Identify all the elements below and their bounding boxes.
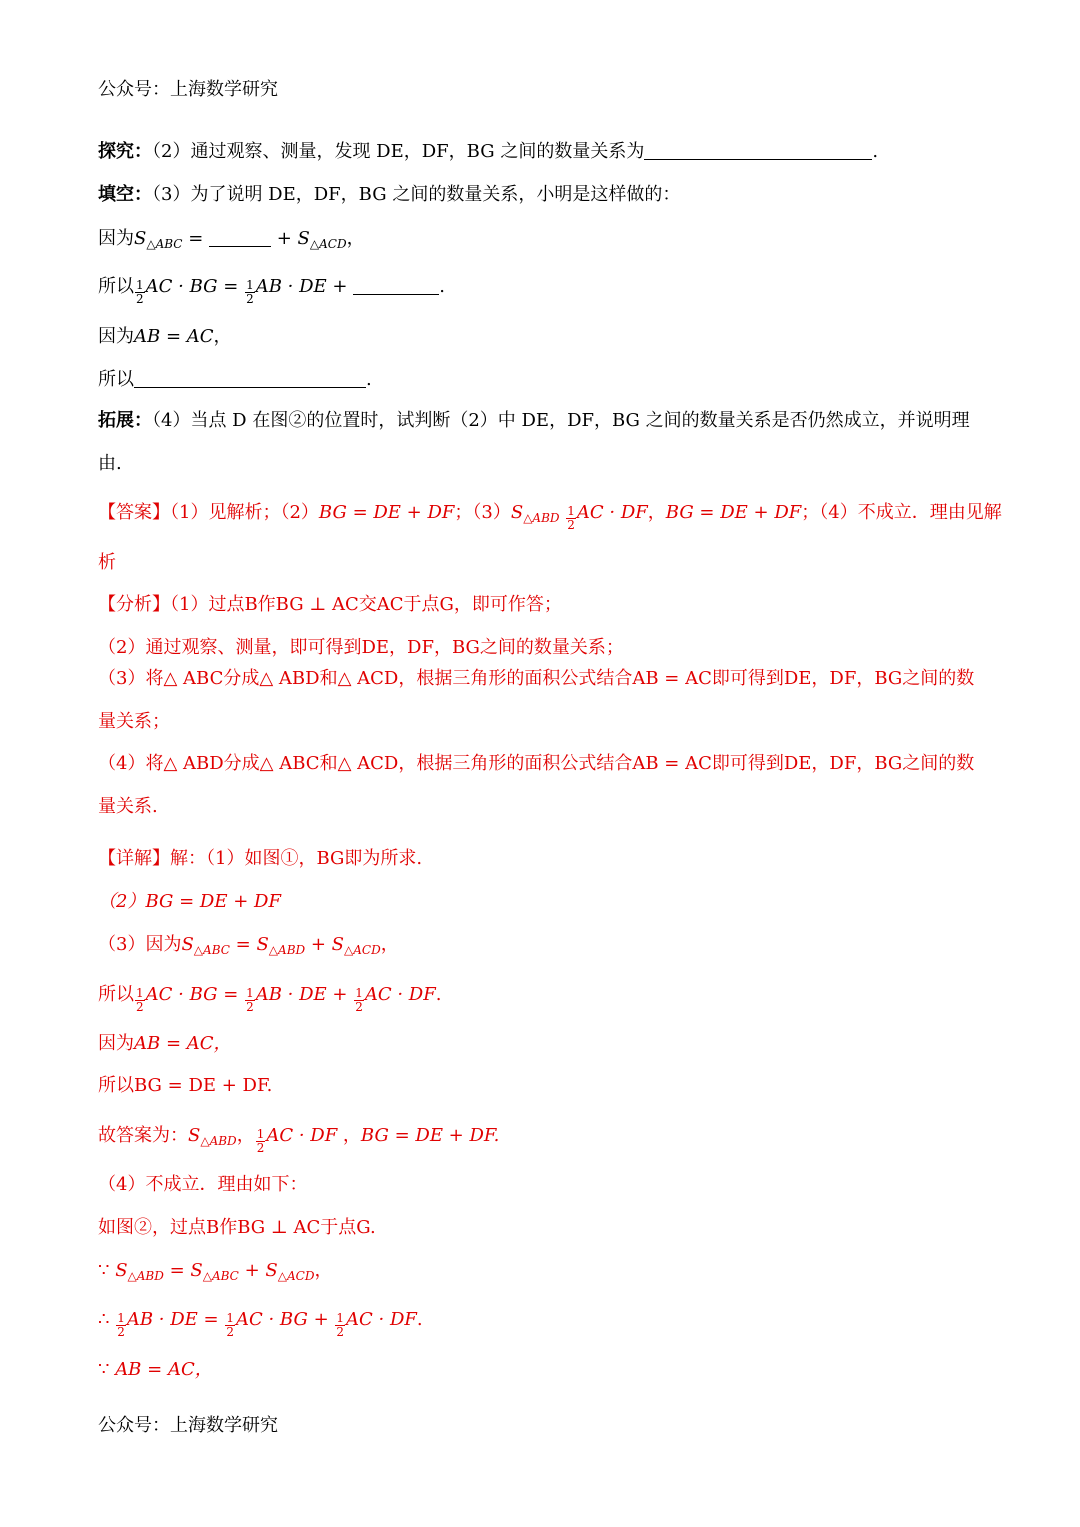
area-subscript: △ABD [200, 1134, 237, 1148]
answer-prefix: 故答案为： [98, 1125, 188, 1146]
page-footer: 公众号：上海数学研究 [98, 1415, 278, 1436]
frac-num: 1 [117, 1311, 125, 1325]
area-symbol: S [297, 228, 310, 249]
frac-den: 2 [567, 518, 575, 532]
fill-text: （3）为了说明 DE，DF，BG 之间的数量关系，小明是这样做的： [152, 184, 681, 205]
equals: = [163, 1260, 191, 1281]
product-ac-bg: AC · BG [235, 1309, 308, 1330]
comma: ， [380, 934, 399, 955]
product-ab-de: AB · DE [255, 984, 327, 1005]
frac-den: 2 [117, 1325, 125, 1339]
detail-line-2: （2）BG = DE + DF [98, 891, 281, 912]
area-subscript: △ACD [277, 1269, 315, 1283]
equals: = [182, 228, 209, 249]
detail-line-3 [98, 933, 984, 957]
frac-num: 1 [246, 278, 254, 292]
frac-den: 2 [355, 1000, 363, 1014]
ab-eq-ac: AB = AC， [115, 1359, 213, 1380]
fraction-half [245, 279, 255, 306]
so-label: 所以 [98, 369, 134, 390]
explore-label: 探究： [98, 141, 152, 162]
product-ac-df: AC · DF [364, 984, 436, 1005]
product-ac-df: AC · DF [346, 1309, 417, 1330]
fill-label: 填空： [98, 184, 152, 205]
fill-line-2 [98, 275, 984, 306]
area-symbol: S [510, 502, 524, 523]
so-prefix: 所以 [98, 984, 134, 1005]
detail-line-1 [98, 847, 984, 871]
plus: + [305, 934, 332, 955]
because-prefix: 因为 [98, 326, 134, 347]
area-symbol: S [331, 934, 345, 955]
extend-label: 拓展： [98, 410, 152, 431]
product-ac-df: AC · DF [266, 1125, 338, 1146]
answer-blank [644, 141, 872, 160]
analysis-label: 【分析】 [98, 594, 170, 615]
frac-den: 2 [136, 1000, 144, 1014]
frac-num: 1 [355, 986, 363, 1000]
comma: ， [314, 1260, 333, 1281]
period: . [439, 276, 445, 297]
plus: + [326, 984, 354, 1005]
frac-den: 2 [256, 1141, 265, 1155]
period: . [872, 141, 879, 162]
detail-label: 【详解】 [98, 848, 170, 869]
fill-line-1 [98, 227, 984, 251]
product-ab-de: AB · DE [126, 1309, 198, 1330]
detail-line-4 [98, 983, 984, 1014]
fraction-half [135, 987, 145, 1014]
area-subscript: △ABC [146, 237, 183, 251]
answer-eq: BG = DE + DF [665, 502, 802, 523]
question-fill [98, 183, 984, 207]
period: . [435, 984, 442, 1005]
since-symbol: ∵ [98, 1260, 116, 1281]
because-prefix: 因为 [98, 1033, 134, 1054]
sep: ， [337, 1125, 361, 1146]
area-symbol: S [256, 934, 269, 955]
equals: = [229, 934, 257, 955]
fraction-half [256, 1128, 266, 1155]
area-subscript: △ABD [127, 1269, 164, 1283]
product-ab-de: AB · DE [255, 276, 327, 297]
answer-part-4: ；（4）不成立．理由见解 [801, 502, 1002, 523]
frac-den: 2 [336, 1325, 345, 1339]
frac-num: 1 [246, 986, 254, 1000]
comma: ， [213, 326, 232, 347]
fill-line-4 [98, 368, 984, 392]
detail-line-10 [98, 1259, 984, 1283]
answer-eq: BG = DE + DF. [360, 1125, 500, 1146]
detail-line-5 [98, 1032, 984, 1056]
extend-text: （4）当点 D 在图②的位置时，试判断（2）中 DE，DF，BG 之间的数量关系是否仍然成立，并说明理由. [98, 410, 970, 474]
area-subscript: △ACD [309, 237, 347, 251]
product-ac-bg: AC · BG [145, 984, 218, 1005]
comma: ， [346, 228, 365, 249]
question-explore [98, 140, 984, 164]
fill-blank-3 [134, 369, 366, 388]
analysis-line-1 [98, 593, 984, 617]
area-subscript: △ABC [193, 943, 230, 957]
frac-den: 2 [226, 1325, 234, 1339]
fill-blank-2 [353, 276, 439, 295]
product-ac-bg: AC · BG [145, 276, 218, 297]
detail-line-8: （4）不成立．理由如下： [98, 1174, 308, 1195]
fraction-half [225, 1312, 235, 1339]
period: . [366, 369, 372, 390]
frac-num: 1 [136, 278, 144, 292]
since-symbol: ∵ [98, 1359, 116, 1380]
area-subscript: △ACD [344, 943, 381, 957]
detail-1: 解：（1）如图①，BG即为所求. [170, 848, 423, 869]
fill-line-3 [98, 325, 984, 349]
area-subscript: △ABD [268, 943, 306, 957]
plus: + [271, 228, 298, 249]
period: . [416, 1309, 423, 1330]
detail-line-7 [98, 1124, 984, 1155]
area-symbol: S [265, 1260, 278, 1281]
therefore-symbol: ∴ [98, 1309, 116, 1330]
fraction-half [135, 279, 145, 306]
detail-line-9: 如图②，过点B作BG ⊥ AC于点G. [98, 1217, 376, 1238]
answer-sep: ， [647, 502, 666, 523]
because-prefix: 因为 [98, 228, 134, 249]
area-symbol: S [190, 1260, 203, 1281]
page-header: 公众号：上海数学研究 [98, 79, 278, 100]
fraction-half [354, 987, 364, 1014]
analysis-1: （1）过点B作BG ⊥ AC交AC于点G，即可作答； [170, 594, 562, 615]
frac-num: 1 [336, 1311, 345, 1325]
fraction-half [566, 505, 576, 532]
area-symbol: S [115, 1260, 128, 1281]
area-subscript: △ABC [202, 1269, 239, 1283]
ab-eq-ac: AB = AC [134, 326, 214, 347]
detail-line-12 [98, 1358, 984, 1382]
analysis-line-3: （3）将△ ABC分成△ ABD和△ ACD，根据三角形的面积公式结合AB = AC即可得到DE，DF，BG之间的数量关系； [98, 668, 975, 732]
detail-line-6: 所以BG = DE + DF. [98, 1075, 273, 1096]
frac-num: 1 [567, 504, 575, 518]
product-ac-df: AC · DF [576, 502, 648, 523]
area-symbol: S [134, 228, 147, 249]
question-extend [98, 399, 984, 485]
equals: = [217, 276, 245, 297]
frac-num: 1 [226, 1311, 234, 1325]
answer-label: 【答案】 [98, 502, 170, 523]
detail-3-prefix: （3）因为 [98, 934, 182, 955]
analysis-line-2: （2）通过观察、测量，即可得到DE，DF，BG之间的数量关系； [98, 637, 624, 658]
frac-den: 2 [136, 292, 144, 306]
answer-part-1: （1）见解析；（2） [170, 502, 319, 523]
frac-den: 2 [246, 1000, 254, 1014]
comma: ， [236, 1125, 255, 1146]
answer-part-2: ；（3） [454, 502, 511, 523]
ab-eq-ac: AB = AC， [134, 1033, 232, 1054]
answer-line [98, 501, 1002, 532]
frac-num: 1 [136, 986, 144, 1000]
frac-den: 2 [246, 292, 254, 306]
so-prefix: 所以 [98, 276, 134, 297]
frac-num: 1 [256, 1127, 265, 1141]
equals: = [217, 984, 245, 1005]
fill-blank-1 [209, 228, 271, 247]
fraction-half [116, 1312, 126, 1339]
analysis-line-4: （4）将△ ABD分成△ ABC和△ ACD，根据三角形的面积公式结合AB = AC即可得到DE，DF，BG之间的数量关系. [98, 753, 975, 817]
area-symbol: S [181, 934, 194, 955]
fraction-half [335, 1312, 345, 1339]
answer-line-2: 析 [98, 552, 116, 573]
fraction-half [245, 987, 255, 1014]
area-symbol: S [188, 1125, 201, 1146]
plus: + [326, 276, 354, 297]
detail-line-11 [98, 1308, 984, 1339]
plus: + [307, 1309, 335, 1330]
plus: + [238, 1260, 266, 1281]
explore-text: （2）通过观察、测量，发现 DE，DF，BG 之间的数量关系为 [152, 141, 645, 162]
answer-eq: BG = DE + DF [318, 502, 455, 523]
equals: = [197, 1309, 225, 1330]
area-subscript: △ABD [523, 511, 560, 525]
